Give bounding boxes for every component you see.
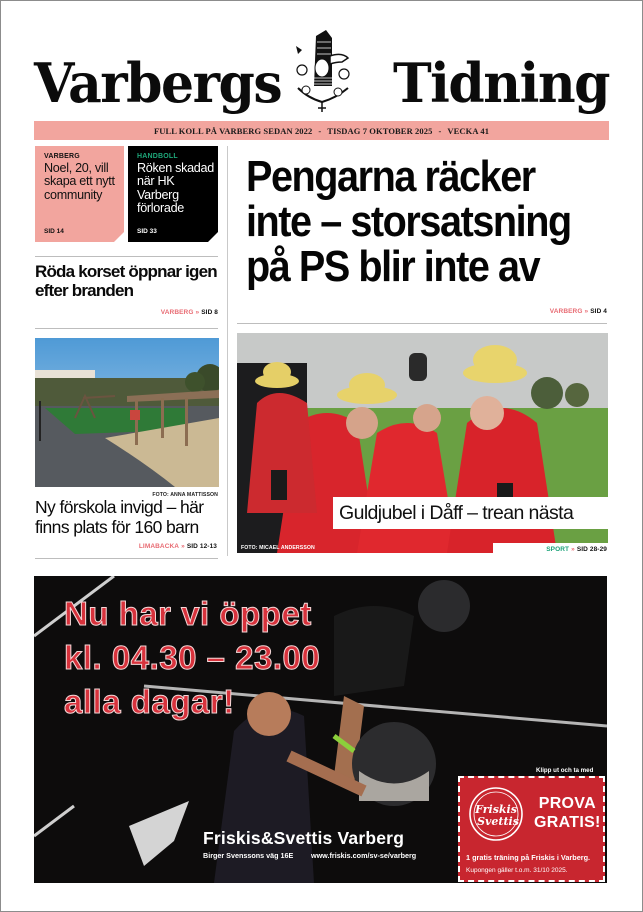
teaser-kicker: HANDBOLL — [137, 153, 178, 160]
dateline-tagline: FULL KOLL PÅ VARBERG SEDAN 2022 — [153, 125, 313, 136]
crest-logo-icon — [292, 28, 354, 114]
friskis-logo-icon — [468, 786, 524, 842]
separator: » — [181, 543, 185, 550]
ad-headline-line: Nu har vi öppet — [64, 595, 312, 632]
corner-notch — [114, 232, 124, 242]
teaser-kicker: VARBERG — [44, 153, 80, 160]
coupon-title-line: PROVA — [538, 795, 596, 812]
coupon[interactable] — [458, 776, 605, 882]
page-label: SID 12-13 — [186, 543, 217, 550]
friskis-advertisement[interactable] — [34, 576, 607, 883]
page-label: SID 4 — [590, 308, 607, 315]
ad-brand-name: Friskis&Svettis Varberg — [203, 828, 405, 848]
coupon-title — [534, 794, 601, 832]
ad-headline-line: alla dagar! — [64, 683, 235, 720]
preschool-headline[interactable]: Ny förskola invigd – här finns plats för 160 barn — [35, 497, 204, 537]
section-label: VARBERG — [160, 309, 194, 316]
coupon-offer: 1 gratis träning på Friskis i Varberg. — [466, 853, 591, 862]
teaser-page: SID 14 — [44, 228, 64, 235]
ad-address: Birger Svenssons väg 16E — [203, 851, 294, 860]
page-label: SID 8 — [201, 309, 218, 316]
teaser-title: Röken skadad när HK Varberg förlorade — [137, 161, 214, 216]
divider — [35, 328, 218, 329]
ad-headline-line: kl. 04.30 – 23.00 — [64, 639, 321, 676]
news-page-ref[interactable] — [161, 309, 218, 316]
ad-headline — [64, 592, 320, 724]
photo-credit: FOTO: MICAEL ANDERSSON — [241, 545, 315, 551]
photo-credit: FOTO: ANNA MATTISSON — [152, 492, 218, 498]
clip-note: Klipp ut och ta med — [536, 767, 594, 774]
separator: » — [571, 546, 575, 553]
column-rule — [227, 146, 228, 556]
logo-text-bottom: Svettis — [477, 815, 519, 828]
ad-url-link[interactable]: www.friskis.com/sv-se/varberg — [311, 851, 417, 860]
teaser-title: Noel, 20, vill skapa ett nytt community — [44, 161, 115, 202]
divider — [35, 558, 218, 559]
section-label: SPORT — [546, 546, 570, 553]
masthead-title-right: Tidning — [392, 51, 609, 116]
sport-caption[interactable]: Guldjubel i Dåff – trean nästa — [333, 497, 608, 529]
dateline-separator: - — [438, 125, 442, 136]
preschool-photo — [35, 338, 219, 487]
dateline-date: TISDAG 7 OKTOBER 2025 — [327, 125, 433, 136]
masthead-title-left: Varbergs — [34, 51, 282, 116]
divider — [237, 323, 607, 324]
page-label: SID 28-29 — [576, 546, 607, 553]
preschool-page-ref[interactable] — [139, 543, 217, 550]
divider — [35, 256, 218, 257]
masthead — [34, 28, 609, 116]
sport-page-ref[interactable] — [546, 546, 607, 553]
separator: » — [584, 308, 589, 315]
playground-image — [35, 338, 219, 487]
teaser-varberg[interactable] — [35, 146, 124, 242]
teaser-handboll[interactable] — [128, 146, 218, 242]
dateline-week: VECKA 41 — [447, 125, 490, 136]
coupon-title-line: GRATIS! — [534, 814, 601, 831]
news-headline[interactable]: Röda korset öppnar igen efter branden — [35, 262, 217, 300]
coupon-validity: Kupongen gäller t.o.m. 31/10 2025. — [466, 867, 568, 874]
dateline-separator: - — [318, 125, 322, 136]
dateline-bar — [34, 121, 609, 140]
lead-page-ref[interactable] — [550, 308, 607, 315]
lead-headline[interactable]: Pengarna räcker inte – storsatsning på PS blir inte av — [246, 152, 571, 291]
logo-text-top: Friskis — [475, 803, 517, 816]
section-label: VARBERG — [549, 308, 583, 315]
section-label: LIMABACKA — [138, 543, 180, 550]
corner-notch — [208, 232, 218, 242]
separator: » — [195, 309, 200, 316]
teaser-page: SID 33 — [137, 228, 157, 235]
